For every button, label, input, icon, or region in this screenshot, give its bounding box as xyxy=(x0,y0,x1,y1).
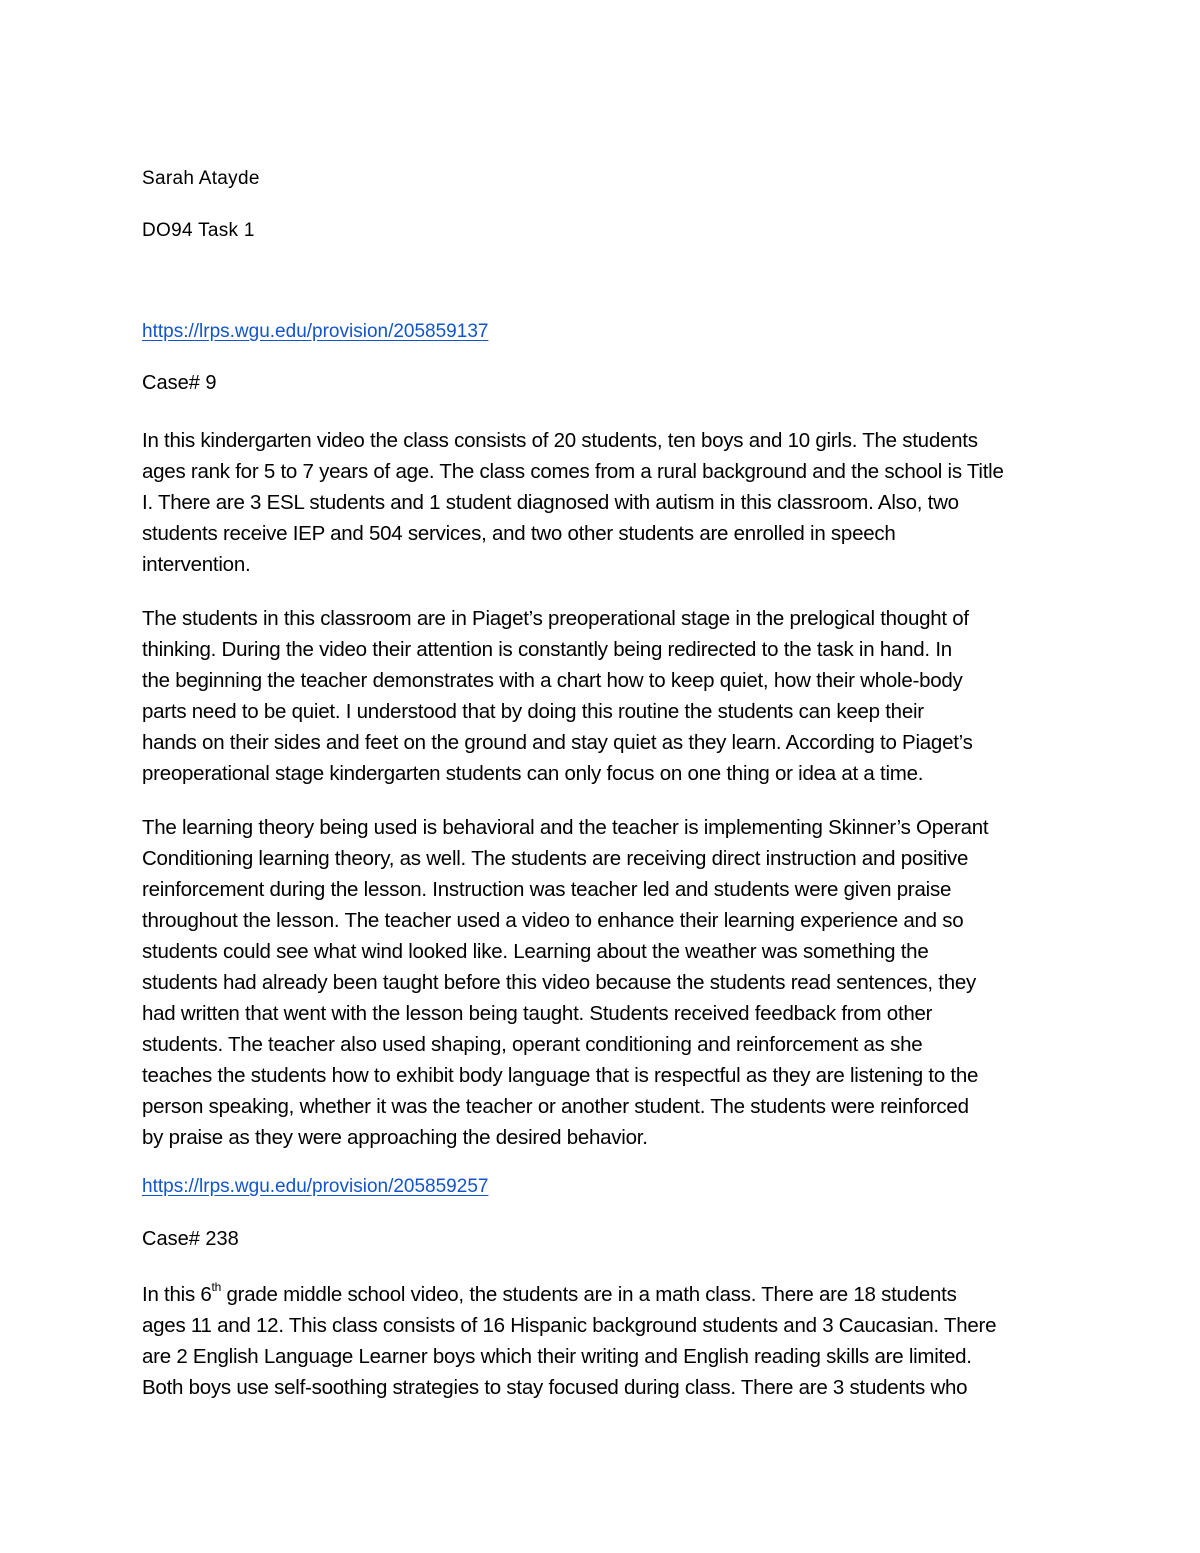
case-9-paragraph-2 xyxy=(142,603,973,789)
text-line: students receive IEP and 504 services, and two other students are enrolled in speech xyxy=(142,522,896,545)
text-line: students could see what wind looked like. Learning about the weather was something the xyxy=(142,940,929,963)
text-line: throughout the lesson. The teacher used a video to enhance their learning experience and so xyxy=(142,909,964,932)
text-line xyxy=(142,1279,996,1310)
text-line: reinforcement during the lesson. Instruction was teacher led and students were given praise xyxy=(142,878,952,901)
text-line: I. There are 3 ESL students and 1 student diagnosed with autism in this classroom. Also, two xyxy=(142,491,959,514)
text-line: ages 11 and 12. This class consists of 16 Hispanic background students and 3 Caucasian. There xyxy=(142,1314,997,1337)
text-line: parts need to be quiet. I understood that by doing this routine the students can keep their xyxy=(142,700,924,723)
case-238-paragraph-1 xyxy=(142,1279,996,1403)
case-9-link[interactable]: https://lrps.wgu.edu/provision/205859137 xyxy=(142,321,489,342)
case-238-link[interactable]: https://lrps.wgu.edu/provision/205859257 xyxy=(142,1176,489,1197)
text-line: The learning theory being used is behavioral and the teacher is implementing Skinner’s Operant xyxy=(142,816,989,839)
text-line: person speaking, whether it was the teacher or another student. The students were reinforced xyxy=(142,1095,969,1118)
text-line: students had already been taught before this video because the students read sentences, they xyxy=(142,971,977,994)
case-9-paragraph-1 xyxy=(142,425,1004,580)
text-line: the beginning the teacher demonstrates with a chart how to keep quiet, how their whole-body xyxy=(142,669,963,692)
text-line: Conditioning learning theory, as well. The students are receiving direct instruction and positive xyxy=(142,847,969,870)
text-line: ages rank for 5 to 7 years of age. The class comes from a rural background and the school is Title xyxy=(142,460,1004,483)
task-title: DO94 Task 1 xyxy=(142,220,255,241)
case-238-heading: Case# 238 xyxy=(142,1228,239,1250)
text-line: by praise as they were approaching the desired behavior. xyxy=(142,1126,648,1149)
superscript: th xyxy=(211,1280,222,1295)
text-line: students. The teacher also used shaping, operant conditioning and reinforcement as she xyxy=(142,1033,923,1056)
text-line: intervention. xyxy=(142,553,251,576)
text-line: are 2 English Language Learner boys which their writing and English reading skills are limited. xyxy=(142,1345,972,1368)
author-name: Sarah Atayde xyxy=(142,168,260,189)
case-9-paragraph-3 xyxy=(142,812,988,1153)
text-line: Both boys use self-soothing strategies to stay focused during class. There are 3 students who xyxy=(142,1376,968,1399)
text-segment: grade middle school video, the students are in a math class. There are 18 students xyxy=(221,1283,957,1306)
text-line: had written that went with the lesson being taught. Students received feedback from other xyxy=(142,1002,933,1025)
text-line: The students in this classroom are in Piaget’s preoperational stage in the prelogical thought of xyxy=(142,607,969,630)
text-line: preoperational stage kindergarten students can only focus on one thing or idea at a time. xyxy=(142,762,924,785)
text-line: teaches the students how to exhibit body language that is respectful as they are listening to the xyxy=(142,1064,979,1087)
text-line: In this kindergarten video the class consists of 20 students, ten boys and 10 girls. The students xyxy=(142,429,978,452)
text-segment: In this 6 xyxy=(142,1283,212,1306)
text-line: hands on their sides and feet on the ground and stay quiet as they learn. According to Piaget’s xyxy=(142,731,973,754)
case-9-heading: Case# 9 xyxy=(142,372,217,394)
text-line: thinking. During the video their attention is constantly being redirected to the task in hand. In xyxy=(142,638,952,661)
